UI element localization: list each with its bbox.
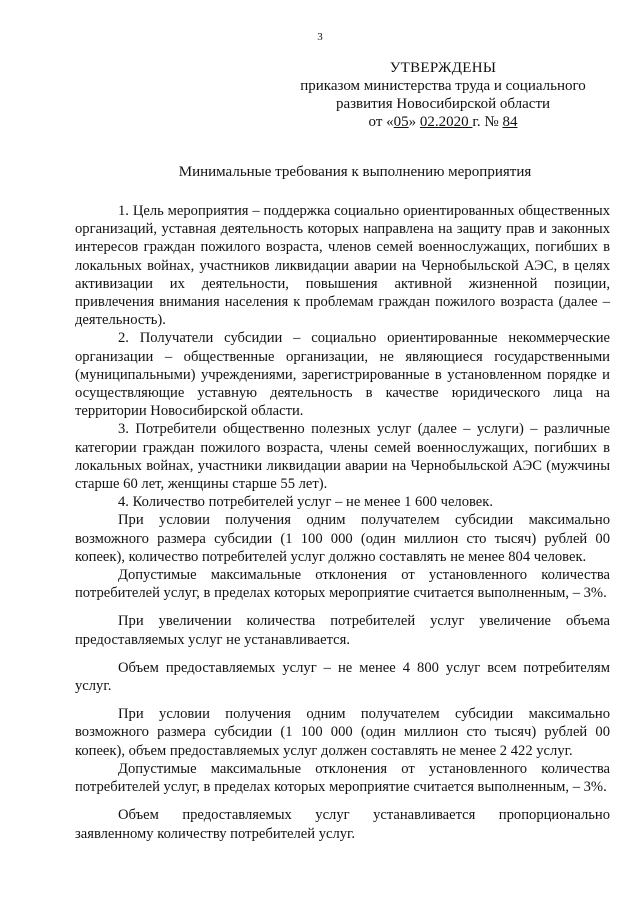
paragraph: При условии получения одним получателем субсидии максимально возможного размера субсидии (1 100 000 (один миллион сто тысяч) рублей 00 копеек), количество потребителей услуг должно составлять не менее 804 человек. [75, 512, 610, 565]
paragraph: Допустимые максимальные отклонения от установленного количества потребителей услуг, в пределах которых мероприятие считается выполненным, – 3%. [75, 567, 610, 602]
paragraph: 3. Потребители общественно полезных услуг (далее – услуги) – различные категории граждан пожилого возраста, члены семей военнослужащих, погибших в локальных войнах, участники ликвидации аварии на Чернобыльской АЭС (мужчины старше 60 лет, женщины старше 55 лет). [75, 421, 610, 493]
date-day: 05 [393, 114, 409, 130]
approval-block [280, 59, 606, 131]
paragraph: Объем предоставляемых услуг – не менее 4 800 услуг всем потребителям услуг. [75, 659, 610, 695]
paragraph: Объем предоставляемых услуг устанавливается пропорционально заявленному количеству потребителей услуг. [75, 807, 610, 842]
date-prefix: от « [368, 114, 394, 130]
approval-line-1: приказом министерства труда и социального [300, 78, 586, 94]
order-number: 84 [502, 114, 518, 130]
document-title: Минимальные требования к выполнению мероприятия [178, 164, 532, 180]
approval-date-line [280, 113, 606, 131]
approval-title: УТВЕРЖДЕНЫ [389, 60, 497, 76]
date-month-year: 02.2020 [419, 114, 473, 130]
document-body [75, 202, 610, 843]
paragraph: Допустимые максимальные отклонения от установленного количества потребителей услуг, в пределах которых мероприятие считается выполненным, – 3%. [75, 760, 610, 796]
date-mid: » [408, 114, 420, 130]
page-number: 3 [317, 31, 323, 43]
approval-line-2: развития Новосибирской области [335, 96, 551, 112]
paragraph: При увеличении количества потребителей услуг увеличение объема предоставляемых услуг не устанавливается. [75, 613, 610, 648]
paragraph: 4. Количество потребителей услуг – не менее 1 600 человек. [118, 494, 494, 511]
paragraph: 2. Получатели субсидии – социально ориентированные некоммерческие организации – общественные организации, не являющиеся государственными (муниципальными) учреждениями, зарегистрированные в установленном порядке и осуществляющие уставную деятельность в качестве юридического лица на территории Новосибирской области. [75, 330, 610, 420]
date-suffix: г. № [472, 114, 503, 130]
paragraph: При условии получения одним получателем субсидии максимально возможного размера субсидии (1 100 000 (один миллион сто тысяч) рублей 00 копеек), объем предоставляемых услуг должен составлять не менее 2 422 услуг. [75, 706, 610, 759]
paragraph: 1. Цель мероприятия – поддержка социально ориентированных общественных организаций, уставная деятельность которых направлена на защиту прав и законных интересов граждан пожилого возраста, членов семей военнослужащих, погибших в локальных войнах, участников ликвидации аварии на Чернобыльской АЭС, в целях активизации их деятельности, повышения активной жизненной позиции, привлечения внимания населения к проблемам граждан пожилого возраста (далее – деятельность). [75, 203, 610, 329]
